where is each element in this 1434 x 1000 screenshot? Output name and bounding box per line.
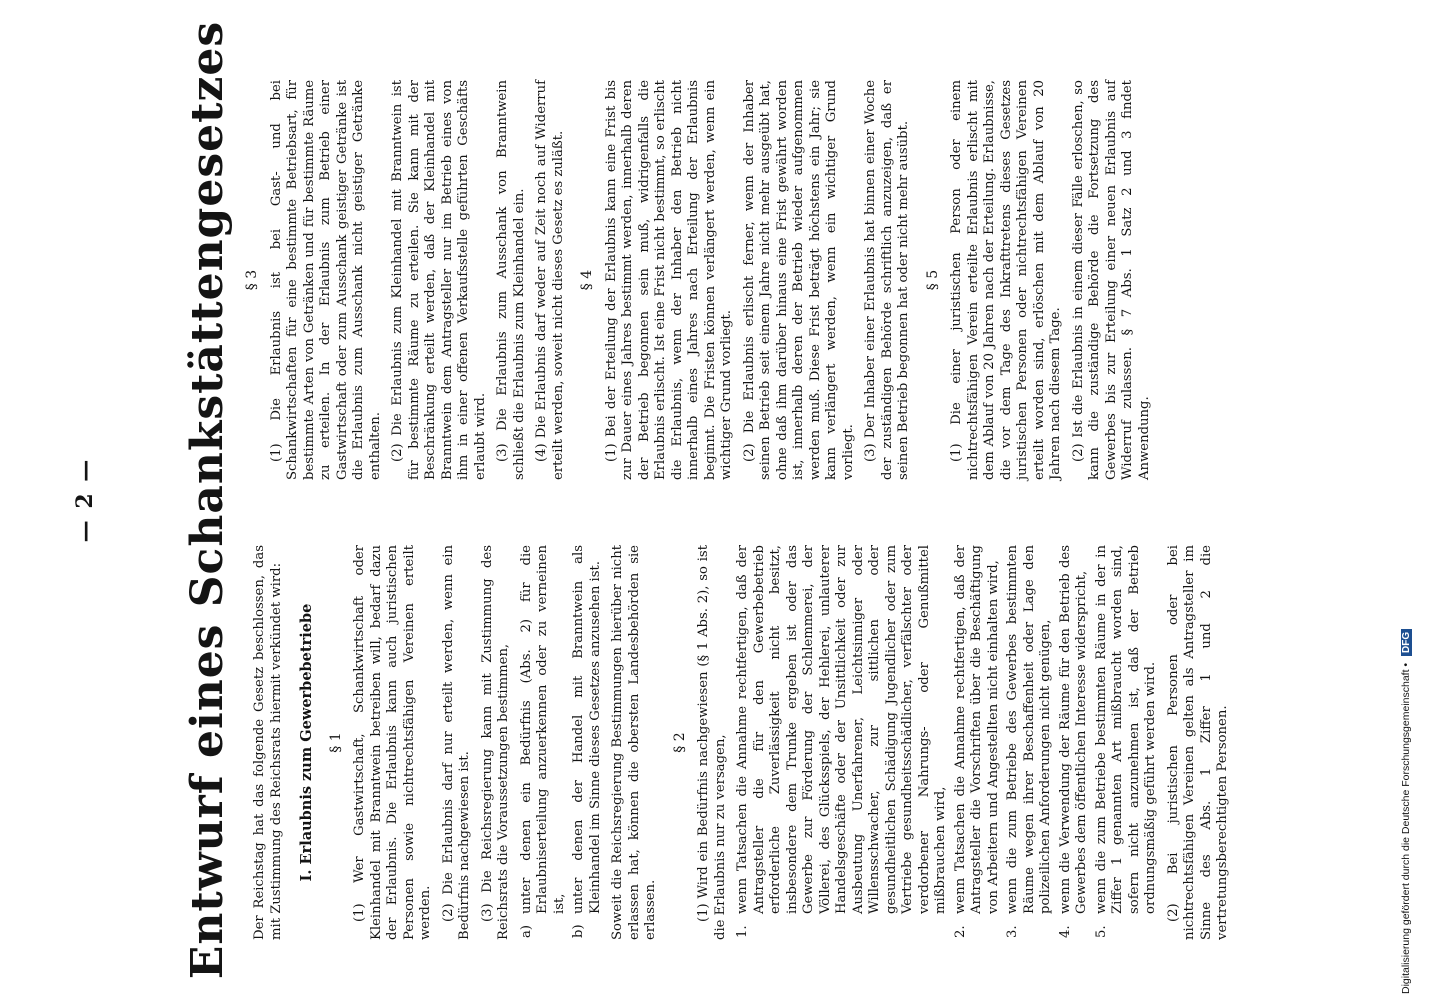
paragraph-5-clause-2: (2) Ist die Erlaubnis in einem dieser Fälle erloschen, so kann die zuständige Behörde die Fortsetzung des Gewerbes bis zur Erteilung einer neuen Erlaubnis auf Widerruf zulassen. § 7 Abs. 1 Satz 2 und 3 findet Anwendung. [1070, 80, 1152, 480]
document-title: Entwurf eines Schankstättengesetzes [182, 20, 233, 980]
list-item-text: wenn Tatsachen die Annahme rechtfertigen, daß der Antragsteller die für den Gewerbebetrieb erforderliche Zuverlässigkeit nicht besitzt, insbesondere dem Trunke ergeben ist oder das Gewerbe zur Förderung der Schlemmerei, der Völlerei, des Glücksspiels, der Hehlerei, unlauterer Handelsgeschäfte oder der Unsittlichkeit oder zur Ausbeutung Unerfahrener, Leichtsinniger oder Willensschwacher, zur sittlichen oder gesundheitlichen Schädigung Jugendlicher oder zum Vertriebe gesundheitsschädlicher, verfälschter oder verdorbener Nahrungs- oder Genußmittel mißbrauchen wird, [735, 545, 948, 914]
paragraph-label-4: § 4 [579, 269, 595, 291]
dfg-logo: DFG [1401, 629, 1412, 656]
paragraph-1-clause-2: (2) Die Erlaubnis darf nur erteilt werden, wenn ein Bedürfnis nachgewiesen ist. [440, 545, 472, 940]
intro-text: Der Reichstag hat das folgende Gesetz beschlossen, das mit Zustimmung des Reichsrats hiermit verkündet wird: [252, 545, 284, 940]
list-item [735, 545, 950, 940]
paragraph-label-1: § 1 [327, 732, 344, 753]
section-heading: I. Erlaubnis zum Gewerbebetriebe [298, 603, 315, 882]
list-item-text: wenn die zum Betriebe bestimmten Räume in der in Ziffer 1 genannten Art mißbraucht worden sind, sofern nicht anzunehmen ist, daß der Betrieb ordnungsmäßig geführt werden wird. [1093, 545, 1158, 914]
paragraph-2-clause-1: (1) Wird ein Bedürfnis nachgewiesen (§ 1 Abs. 2), so ist die Erlaubnis nur zu versagen, [696, 545, 728, 940]
paragraph-label-2: § 2 [671, 732, 688, 753]
list-item [1058, 545, 1091, 940]
right-column [232, 80, 1159, 480]
list-item [1094, 545, 1160, 940]
digitization-note [1400, 0, 1422, 994]
list-marker: a) [518, 924, 534, 938]
paragraph-3-clause-4: (4) Die Erlaubnis darf weder auf Zeit noch auf Widerruf erteilt werden, soweit nicht dieses Gesetz es zuläßt. [534, 80, 566, 480]
list-marker: b) [571, 924, 586, 938]
list-item [953, 545, 1003, 940]
list-item [571, 545, 604, 940]
paragraph-4-clause-1: (1) Bei der Erteilung der Erlaubnis kann eine Frist bis zur Dauer eines Jahres bestimmt werden, innerhalb deren der Betrieb begonnen sein muß, widrigenfalls die Erlaubnis erlischt. Ist eine Frist nicht bestimmt, so erlischt die Erlaubnis, wenn der Inhaber den Betrieb nicht innerhalb eines Jahres nach Erteilung der Erlaubnis beginnt. Die Fristen können verlängert werden, wenn ein wichtiger Grund vorliegt. [603, 80, 734, 480]
list-item-text: unter denen der Handel mit Branntwein als Kleinhandel im Sinne dieses Gesetzes anzusehen ist. [571, 545, 603, 914]
paragraph-2-list [735, 545, 1160, 940]
paragraph-5-clause-1: (1) Die einer juristischen Person oder einem nichtrechtsfähigen Verein erteilte Erlaubnis erlischt mit dem Ablauf von 20 Jahren nach der Erteilung. Erlaubnisse, die vor dem Tage des Inkrafttretens dieses Gesetzes juristischen Personen oder nichtrechtsfähigen Vereinen erteilt worden sind, erlöschen mit dem Ablauf von 20 Jahren nach diesem Tage. [949, 80, 1063, 480]
paragraph-1-clause-3: (3) Die Reichsregierung kann mit Zustimmung des Reichsrats die Voraussetzungen bestimmen, [479, 545, 511, 940]
list-marker: 5. [1093, 925, 1109, 938]
paragraph-1-sublist [519, 545, 605, 940]
paragraph-label-3: § 3 [244, 269, 260, 291]
paragraph-1-clause-1: (1) Wer Gastwirtschaft, Schankwirtschaft oder Kleinhandel mit Branntwein betreiben will, bedarf dazu der Erlaubnis. Die Erlaubnis kann auch juristischen Personen sowie nichtrechtsfähigen Vereinen erteilt werden. [352, 545, 433, 940]
list-item [1005, 545, 1055, 940]
paragraph-2-clause-2: (2) Bei juristischen Personen oder bei nichtrechtsfähigen Vereinen gelten als Antragsteller im Sinne des Abs. 1 Ziffer 1 und 2 die vertretungsberechtigten Personen. [1165, 545, 1230, 940]
paragraph-label-5: § 5 [924, 269, 941, 291]
list-item-text: wenn die Verwendung der Räume für den Betrieb des Gewerbes dem öffentlichen Interesse widerspricht, [1057, 545, 1089, 914]
digitization-text: Digitalisierung gefördert durch die Deutsche Forschungsgemeinschaft • [1400, 662, 1412, 994]
list-item-text: unter denen ein Bedürfnis (Abs. 2) für die Erlaubniserteilung anzuerkennen oder zu verneinen ist, [518, 545, 567, 914]
list-item-text: wenn die zum Betriebe des Gewerbes bestimmten Räume wegen ihrer Beschaffenheit oder Lage den polizeilichen Anforderungen nicht genügen, [1005, 545, 1053, 914]
paragraph-1-closing: Soweit die Reichsregierung Bestimmungen hierüber nicht erlassen hat, können die obersten Landesbehörden sie erlassen. [610, 545, 658, 940]
list-marker: 3. [1005, 925, 1020, 938]
list-marker: 4. [1057, 925, 1073, 938]
paragraph-3-clause-1: (1) Die Erlaubnis ist bei Gast- und bei Schankwirtschaften für eine bestimmte Betriebsart, für bestimmte Arten von Getränken und für bestimmte Räume zu erteilen. In der Erlaubnis zum Betrieb einer Gastwirtschaft oder zum Ausschank geistiger Getränke ist die Erlaubnis zum Ausschank nicht geistiger Getränke enthalten. [268, 80, 383, 480]
paragraph-4-clause-3: (3) Der Inhaber einer Erlaubnis hat binnen einer Woche der zuständigen Behörde schriftlich anzuzeigen, daß er seinen Betrieb begonnen hat oder nicht mehr ausübt. [863, 80, 911, 480]
left-column [252, 545, 1238, 940]
paragraph-3-clause-2: (2) Die Erlaubnis zum Kleinhandel mit Branntwein ist für bestimmte Räume zu erteilen. Sie kann mit der Beschränkung erteilt werden, daß der Kleinhandel mit Branntwein dem Antragsteller nur im Betrieb eines von ihm in einer offenen Verkaufsstelle geführten Geschäfts erlaubt wird. [390, 80, 488, 480]
list-item-text: wenn Tatsachen die Annahme rechtfertigen, daß der Antragsteller die Vorschriften über die Beschäftigung von Arbeitern und Angestellten nicht einhalten wird, [952, 545, 1001, 914]
page-number: — 2 — [72, 457, 98, 543]
list-item [519, 545, 569, 940]
list-marker: 2. [952, 925, 968, 938]
paragraph-3-clause-3: (3) Die Erlaubnis zum Ausschank von Branntwein schließt die Erlaubnis zum Kleinhandel ein. [495, 80, 527, 480]
paragraph-4-clause-2: (2) Die Erlaubnis erlischt ferner, wenn der Inhaber seinen Betrieb seit einem Jahre nicht mehr ausgeübt hat, ohne daß ihm darüber hinaus eine Frist gewährt worden ist, innerhalb deren der Betrieb wieder aufgenommen werden muß. Diese Frist beträgt höchstens ein Jahr; sie kann verlängert werden, wenn ein wichtiger Grund vorliegt. [741, 80, 856, 480]
list-marker: 1. [735, 925, 750, 938]
